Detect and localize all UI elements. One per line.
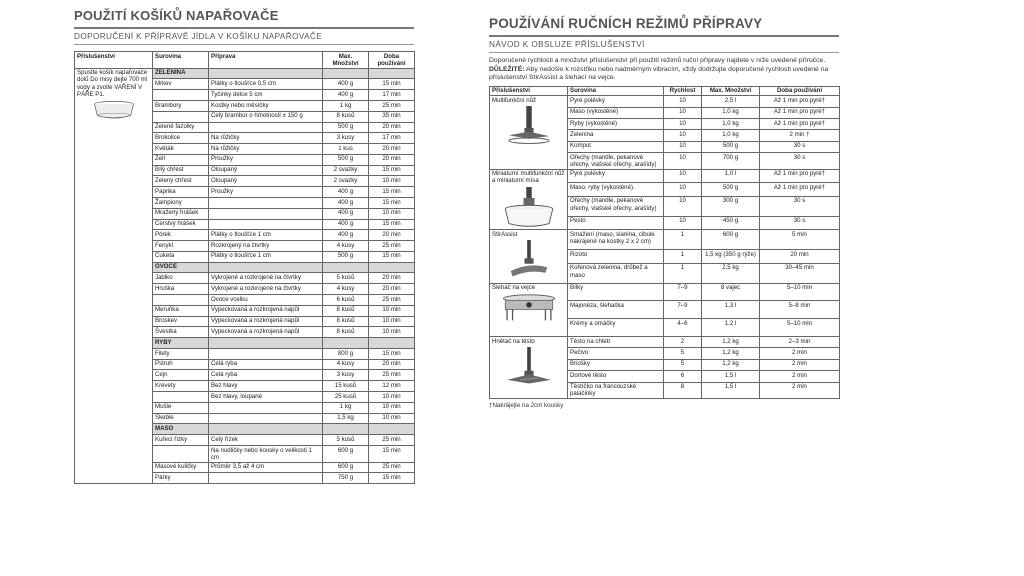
time-cell: 2–3 min [760, 337, 840, 348]
qty-cell: 4 kusy [323, 359, 369, 370]
category-filler [209, 424, 323, 435]
qty-cell: 500 g [702, 183, 760, 197]
table-row [490, 230, 840, 250]
time-cell: 2 min [760, 348, 840, 359]
food-cell: Čerstvý hrášek [153, 219, 209, 230]
qty-cell: 1,2 kg [702, 359, 760, 370]
accessory-cell [490, 283, 568, 336]
steamer-basket-section [74, 8, 414, 484]
accessory-cell [490, 96, 568, 169]
food-cell: Pyré polévky [568, 169, 664, 183]
prep-cell [209, 219, 323, 230]
prep-cell: Celý řízek [209, 435, 323, 446]
intro-text: Aby nedošlo k rozstřiku nebo nadměrným vibracím, vždy dodržujte doporučené rychlosti uvedené na příslušenství StirAssist a šlehací na vejce. [489, 65, 829, 82]
qty-cell: 8 kusů [323, 305, 369, 316]
food-cell: Cuketa [153, 251, 209, 262]
time-cell: 15 min [369, 187, 415, 198]
prep-cell: Celá ryba [209, 359, 323, 370]
food-cell: Kompot [568, 141, 664, 152]
category-filler [323, 262, 369, 273]
qty-cell: 1 kus [323, 144, 369, 155]
food-cell: Mrkev [153, 79, 209, 90]
qty-cell: 500 g [323, 122, 369, 133]
food-cell: Broskev [153, 316, 209, 327]
prep-cell: Plátky o tloušťce 1 cm [209, 230, 323, 241]
speed-cell: 6 [664, 371, 702, 382]
time-cell: Až 1 min pro pyré† [760, 107, 840, 118]
time-cell: 15 min [369, 348, 415, 359]
speed-cell: 10 [664, 107, 702, 118]
accessory-table [489, 86, 840, 399]
right-subtitle: NÁVOD K OBSLUZE PŘÍSLUŠENSTVÍ [489, 40, 645, 49]
category-filler [369, 424, 415, 435]
qty-cell: 1,5 kg [323, 413, 369, 424]
table-row [490, 169, 840, 183]
accessory-name: StirAssist [492, 230, 518, 238]
manual-modes-section [489, 16, 839, 409]
prep-cell [209, 197, 323, 208]
qty-cell: 750 g [323, 473, 369, 484]
qty-cell: 400 g [323, 208, 369, 219]
food-cell: Krevety [153, 381, 209, 392]
food-cell [153, 111, 209, 122]
column-header: Surovina [568, 86, 664, 95]
speed-cell: 5 [664, 348, 702, 359]
time-cell: 30 s [760, 153, 840, 170]
prep-cell: Kostky nebo měsíčky [209, 100, 323, 111]
qty-cell: 2,5 l [702, 96, 760, 107]
accessory-cell [490, 337, 568, 399]
time-cell: 2 min [760, 371, 840, 382]
prep-cell: Na růžičky [209, 144, 323, 155]
table-header-row [75, 52, 415, 69]
table-row [490, 96, 840, 107]
speed-cell: 7–9 [664, 283, 702, 301]
qty-cell: 500 g [323, 154, 369, 165]
food-cell: Bílý chřest [153, 165, 209, 176]
food-cell: Kořenová zelenina, drůbež a maso [568, 263, 664, 283]
speed-cell: 5 [664, 359, 702, 370]
food-cell: Ryby (vykostěné) [568, 118, 664, 129]
column-header: Příprava [209, 52, 323, 69]
food-cell: Žampiony [153, 197, 209, 208]
food-cell: Paprika [153, 187, 209, 198]
qty-cell: 400 g [323, 219, 369, 230]
food-cell: Mražený hrášek [153, 208, 209, 219]
qty-cell: 400 g [323, 79, 369, 90]
left-subtitle: DOPORUČENÍ K PŘÍPRAVĚ JÍDLA V KOŠÍKU NAPAŘOVAČE [74, 32, 323, 41]
food-cell: Pyré polévky [568, 96, 664, 107]
qty-cell: 500 g [702, 141, 760, 152]
multifunction-blade-icon [501, 106, 557, 148]
category-filler [323, 424, 369, 435]
food-cell: Krémy a omáčky [568, 319, 664, 337]
time-cell: 15 min [369, 251, 415, 262]
category-filler [323, 68, 369, 79]
food-cell: Hruška [153, 284, 209, 295]
qty-cell: 8 kusů [323, 111, 369, 122]
intro-important: DŮLEŽITÉ: [489, 65, 525, 73]
food-cell: Masové kuličky [153, 462, 209, 473]
speed-cell: 1 [664, 230, 702, 250]
qty-cell: 1,3 l [702, 301, 760, 319]
time-cell: 20 min [369, 230, 415, 241]
time-cell: Až 1 min pro pyré† [760, 183, 840, 197]
accessory-name: Miniaturní multifunkční nůž a miniaturní mísa [492, 170, 565, 185]
prep-cell: Bez hlavy, loupané [209, 392, 323, 403]
time-cell: 20 min [369, 284, 415, 295]
time-cell: 35 min [369, 111, 415, 122]
food-cell: Ořechy (mandle, pekanové ořechy, vlašské ořechy, arašídy) [568, 153, 664, 170]
column-header: Doba používání [760, 86, 840, 95]
time-cell: 30 s [760, 216, 840, 230]
speed-cell: 10 [664, 169, 702, 183]
prep-cell [209, 348, 323, 359]
speed-cell: 4–6 [664, 319, 702, 337]
prep-cell: Celá ryba [209, 370, 323, 381]
prep-cell: Proužky [209, 187, 323, 198]
speed-cell: 7–9 [664, 301, 702, 319]
prep-cell: Na nudličky nebo kousky o velikosti 1 cm [209, 445, 323, 462]
time-cell: 15 min [369, 165, 415, 176]
time-cell: 20 min [369, 359, 415, 370]
qty-cell: 3 kusy [323, 133, 369, 144]
qty-cell: 500 g [323, 251, 369, 262]
qty-cell: 450 g [702, 216, 760, 230]
food-cell: Maso (vykostěné) [568, 107, 664, 118]
food-cell: Zelenina [568, 130, 664, 141]
time-cell: 10 min [369, 392, 415, 403]
food-cell: Meruňka [153, 305, 209, 316]
accessory-cell [490, 169, 568, 230]
speed-cell: 10 [664, 141, 702, 152]
egg-whisk-icon [501, 293, 557, 335]
food-cell: Dortové těsto [568, 371, 664, 382]
speed-cell: 10 [664, 118, 702, 129]
prep-cell: Celý brambor o hmotnosti ± 150 g [209, 111, 323, 122]
category-filler [209, 262, 323, 273]
category-filler [209, 338, 323, 349]
dough-kneader-icon [501, 347, 557, 389]
time-cell: 25 min [369, 295, 415, 306]
time-cell: 5–8 min [760, 301, 840, 319]
qty-cell: 2,5 kg [702, 263, 760, 283]
food-cell: Filety [153, 348, 209, 359]
food-cell: Mušle [153, 402, 209, 413]
food-cell: Brokolice [153, 133, 209, 144]
food-cell: Zelené fazolky [153, 122, 209, 133]
right-title: POUŽÍVÁNÍ RUČNÍCH REŽIMŮ PŘÍPRAVY [489, 16, 763, 31]
qty-cell: 300 g [702, 196, 760, 216]
speed-cell: 2 [664, 337, 702, 348]
accessory-cell [75, 68, 153, 484]
time-cell: 15 min [369, 197, 415, 208]
column-header: Rychlost [664, 86, 702, 95]
time-cell: 2 min † [760, 130, 840, 141]
qty-cell: 700 g [702, 153, 760, 170]
time-cell: 15 min [369, 79, 415, 90]
food-cell: Fenykl [153, 241, 209, 252]
column-header: Příslušenství [75, 52, 153, 69]
prep-cell: Vykrojené a rozkrojené na čtvrtky [209, 273, 323, 284]
time-cell: 20 min [760, 250, 840, 264]
prep-cell [209, 208, 323, 219]
qty-cell: 400 g [323, 90, 369, 101]
prep-cell: Vypeckovaná a rozkrojená napůl [209, 316, 323, 327]
qty-cell: 8 kusů [323, 316, 369, 327]
food-cell: Maso, ryby (vykostěné). [568, 183, 664, 197]
time-cell: 10 min [369, 316, 415, 327]
time-cell: Až 1 min pro pyré† [760, 96, 840, 107]
qty-cell: 1,0 kg [702, 130, 760, 141]
qty-cell: 3 kusy [323, 370, 369, 381]
column-header: Doba používání [369, 52, 415, 69]
qty-cell: 2 svazky [323, 165, 369, 176]
speed-cell: 10 [664, 183, 702, 197]
qty-cell: 5 kusů [323, 273, 369, 284]
qty-cell: 1,0 l [702, 169, 760, 183]
subtitle-divider [74, 44, 414, 45]
category-row [75, 68, 415, 79]
category-filler [369, 68, 415, 79]
accessory-name: Hnětač na těsto [492, 337, 535, 345]
time-cell: 2 min [760, 359, 840, 370]
time-cell: 25 min [369, 370, 415, 381]
food-cell [153, 445, 209, 462]
qty-cell: 600 g [702, 230, 760, 250]
food-cell [153, 392, 209, 403]
food-cell: Cejn [153, 370, 209, 381]
time-cell: 30 s [760, 141, 840, 152]
food-cell: Brambory [153, 100, 209, 111]
category-label: ZELENINA [153, 68, 209, 79]
food-cell: Těstíčko na francouzské palačinky [568, 382, 664, 399]
food-cell: Pesto [568, 216, 664, 230]
prep-cell [209, 402, 323, 413]
steamer-table [74, 51, 415, 484]
time-cell: Až 1 min pro pyré† [760, 118, 840, 129]
time-cell: 25 min [369, 241, 415, 252]
food-cell: Smažení (maso, slanina, cibule nakrájené na kostky 2 x 2 cm) [568, 230, 664, 250]
steamer-basket-icon [83, 100, 145, 132]
time-cell: 17 min [369, 90, 415, 101]
qty-cell: 8 kusů [323, 327, 369, 338]
food-cell: Pórek [153, 230, 209, 241]
qty-cell: 400 g [323, 187, 369, 198]
time-cell: 20 min [369, 154, 415, 165]
qty-cell: 4 kusy [323, 241, 369, 252]
category-label: RYBY [153, 338, 209, 349]
accessory-note: Spustte košík napařovače dolů Do misy dejte 700 ml vody a zvolte VAŘENÍ V PÁŘE P1. [77, 69, 148, 98]
qty-cell: 600 g [323, 462, 369, 473]
table-row [490, 283, 840, 301]
column-header: Surovina [153, 52, 209, 69]
food-cell: Párky [153, 473, 209, 484]
prep-cell [209, 473, 323, 484]
qty-cell: 400 g [323, 230, 369, 241]
time-cell: 10 min [369, 208, 415, 219]
time-cell: 25 min [369, 100, 415, 111]
footnote: †Nakrájejte na 2cm kousky [489, 402, 564, 410]
time-cell: 5–10 min [760, 283, 840, 301]
food-cell: Ořechy (mandle, pekanové ořechy, vlašské ořechy, arašídy) [568, 196, 664, 216]
time-cell: 17 min [369, 133, 415, 144]
accessory-cell [490, 230, 568, 283]
speed-cell: 8 [664, 382, 702, 399]
food-cell: Pečivo [568, 348, 664, 359]
qty-cell: 1 kg [323, 100, 369, 111]
category-filler [209, 68, 323, 79]
food-cell: Pstruh [153, 359, 209, 370]
qty-cell: 600 g [323, 445, 369, 462]
prep-cell: Tyčinky délce 5 cm [209, 90, 323, 101]
prep-cell [209, 122, 323, 133]
food-cell: Rizoto [568, 250, 664, 264]
stirassist-icon [501, 240, 557, 282]
time-cell: 10 min [369, 413, 415, 424]
accessory-name: Multifunkční nůž [492, 96, 537, 104]
prep-cell: Plátky o tloušťce 1 cm [209, 251, 323, 262]
time-cell: Až 1 min pro pyré† [760, 169, 840, 183]
time-cell: 12 min [369, 381, 415, 392]
table-row [490, 337, 840, 348]
food-cell [153, 295, 209, 306]
time-cell: 5 min [760, 230, 840, 250]
speed-cell: 10 [664, 153, 702, 170]
speed-cell: 1 [664, 263, 702, 283]
food-cell: Zelí [153, 154, 209, 165]
time-cell: 15 min [369, 219, 415, 230]
prep-cell: Vypeckovaná a rozkrojená napůl [209, 327, 323, 338]
time-cell: 15 min [369, 473, 415, 484]
column-header: Příslušenství [490, 86, 568, 95]
accessory-name: Šlehač na vejce [492, 284, 536, 292]
category-filler [369, 262, 415, 273]
food-cell: Těsto na chléb [568, 337, 664, 348]
time-cell: 15 min [369, 445, 415, 462]
prep-cell: Bez hlavy [209, 381, 323, 392]
time-cell: 10 min [369, 402, 415, 413]
food-cell: Kuřecí řízky [153, 435, 209, 446]
prep-cell [209, 413, 323, 424]
qty-cell: 15 kusů [323, 381, 369, 392]
qty-cell: 1,2 kg [702, 348, 760, 359]
qty-cell: 2 svazky [323, 176, 369, 187]
speed-cell: 10 [664, 96, 702, 107]
qty-cell: 1,5 l [702, 382, 760, 399]
speed-cell: 10 [664, 196, 702, 216]
prep-cell: Plátky o tloušťce 0,5 cm [209, 79, 323, 90]
prep-cell: Ovoce vcelku [209, 295, 323, 306]
time-cell: 10 min [369, 305, 415, 316]
food-cell: Švestka [153, 327, 209, 338]
category-label: MASO [153, 424, 209, 435]
food-cell: Bílky [568, 283, 664, 301]
time-cell: 25 min [369, 462, 415, 473]
food-cell: Jablko [153, 273, 209, 284]
prep-cell: Rozkrojený na čtvrtky [209, 241, 323, 252]
qty-cell: 1,0 kg [702, 118, 760, 129]
prep-cell: Oloupaný [209, 176, 323, 187]
prep-cell: Proužky [209, 154, 323, 165]
category-label: OVOCE [153, 262, 209, 273]
category-filler [369, 338, 415, 349]
food-cell: Zelený chřest [153, 176, 209, 187]
food-cell: Briošky [568, 359, 664, 370]
food-cell: Škeble [153, 413, 209, 424]
food-cell [153, 90, 209, 101]
qty-cell: 25 kusů [323, 392, 369, 403]
column-header: Max. Množství [323, 52, 369, 69]
intro-paragraph [489, 53, 839, 86]
speed-cell: 10 [664, 216, 702, 230]
qty-cell: 400 g [323, 197, 369, 208]
left-title: POUŽITÍ KOŠÍKŮ NAPAŘOVAČE [74, 8, 279, 23]
qty-cell: 1 kg [323, 402, 369, 413]
time-cell: 5–10 min [760, 319, 840, 337]
prep-cell: Na růžičky [209, 133, 323, 144]
qty-cell: 5 kusů [323, 435, 369, 446]
mini-bowl-icon [501, 187, 557, 229]
intro-text: Doporučené rychlosti a množství příslušenství při použití režimů ruční přípravy najdete v níže uvedené příručce. [489, 57, 826, 64]
qty-cell: 4 kusy [323, 284, 369, 295]
qty-cell: 1,2 l [702, 319, 760, 337]
food-cell: Květák [153, 144, 209, 155]
time-cell: 10 min [369, 176, 415, 187]
speed-cell: 10 [664, 130, 702, 141]
prep-cell: Průměr 3,5 až 4 cm [209, 462, 323, 473]
time-cell: 20 min [369, 273, 415, 284]
food-cell: Majonéza, šlehačka [568, 301, 664, 319]
qty-cell: 800 g [323, 348, 369, 359]
speed-cell: 1 [664, 250, 702, 264]
qty-cell: 1,5 kg (350 g rýže) [702, 250, 760, 264]
category-filler [323, 338, 369, 349]
time-cell: 20 min [369, 122, 415, 133]
prep-cell: Vykrojené a rozkrojené na čtvrtky [209, 284, 323, 295]
time-cell: 30–45 min [760, 263, 840, 283]
table-header-row [490, 86, 840, 95]
prep-cell: Oloupaný [209, 165, 323, 176]
qty-cell: 1,5 l [702, 371, 760, 382]
qty-cell: 8 vajec [702, 283, 760, 301]
time-cell: 2 min [760, 382, 840, 399]
time-cell: 25 min [369, 435, 415, 446]
column-header: Max. Množství [702, 86, 760, 95]
time-cell: 30 s [760, 196, 840, 216]
time-cell: 10 min [369, 327, 415, 338]
time-cell: 20 min [369, 144, 415, 155]
prep-cell: Vypeckovaná a rozkrojená napůl [209, 305, 323, 316]
qty-cell: 1,2 kg [702, 337, 760, 348]
qty-cell: 1,0 kg [702, 107, 760, 118]
qty-cell: 6 kusů [323, 295, 369, 306]
